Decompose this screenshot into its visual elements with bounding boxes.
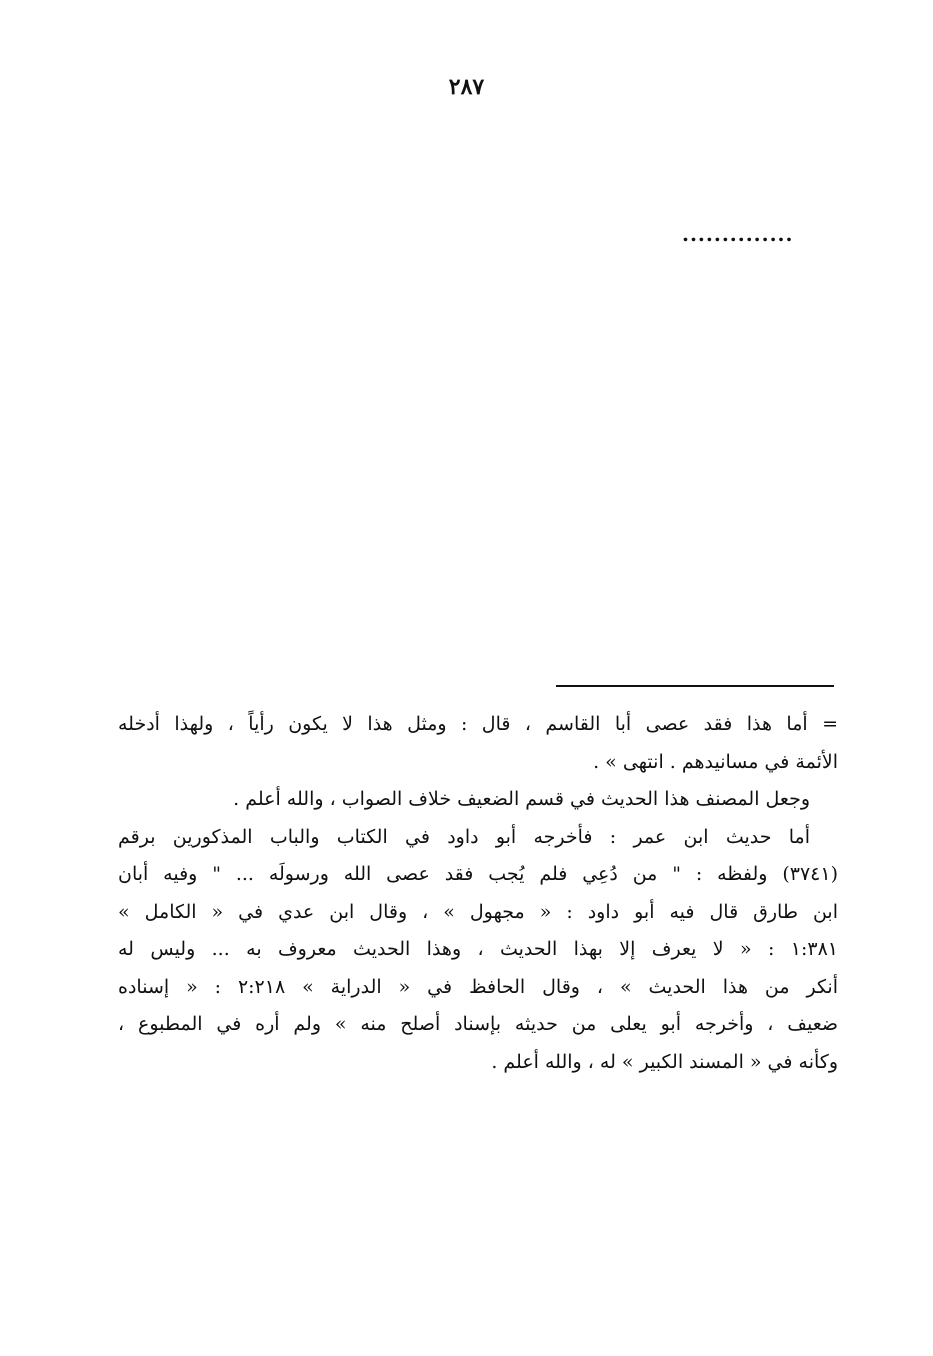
footnote-line: ١:٣٨١ : « لا يعرف إلا بهذا الحديث ، وهذا الحديث معروف به ... وليس له [118,938,838,960]
footnote-divider [556,685,834,687]
footnote-line: أما حديث ابن عمر : فأخرجه أبو داود في الكتاب والباب المذكورين برقم [118,825,810,848]
footnote-line: وكأنه في « المسند الكبير » له ، والله أعلم . [491,1050,838,1073]
footnote-line: الأئمة في مسانيدهم . انتهى » . [593,750,838,773]
footnote-line: = أما هذا فقد عصى أبا القاسم ، قال : ومثل هذا لا يكون رأياً ، ولهذا أدخله [118,713,838,735]
page-number: ٢٨٧ [448,74,485,100]
footnote-block [118,706,838,1081]
footnote-line: (٣٧٤١) ولفظه : " من دُعِي فلم يُجب فقد عصى الله ورسولَه ... " وفيه أبان [118,863,838,885]
footnote-line: أنكر من هذا الحديث » ، وقال الحافظ في « الدراية » ٢:٢١٨ : « إسناده [118,975,838,998]
footnote-line: ضعيف ، وأخرجه أبو يعلى من حديثه بإسناد أصلح منه » ولم أره في المطبوع ، [118,1013,838,1035]
footnote-line: ابن طارق قال فيه أبو داود : « مجهول » ، وقال ابن عدي في « الكامل » [118,900,838,923]
footnote-line: وجعل المصنف هذا الحديث في قسم الضعيف خلاف الصواب ، والله أعلم . [233,788,810,810]
ellipsis-separator: .............. [682,222,794,246]
